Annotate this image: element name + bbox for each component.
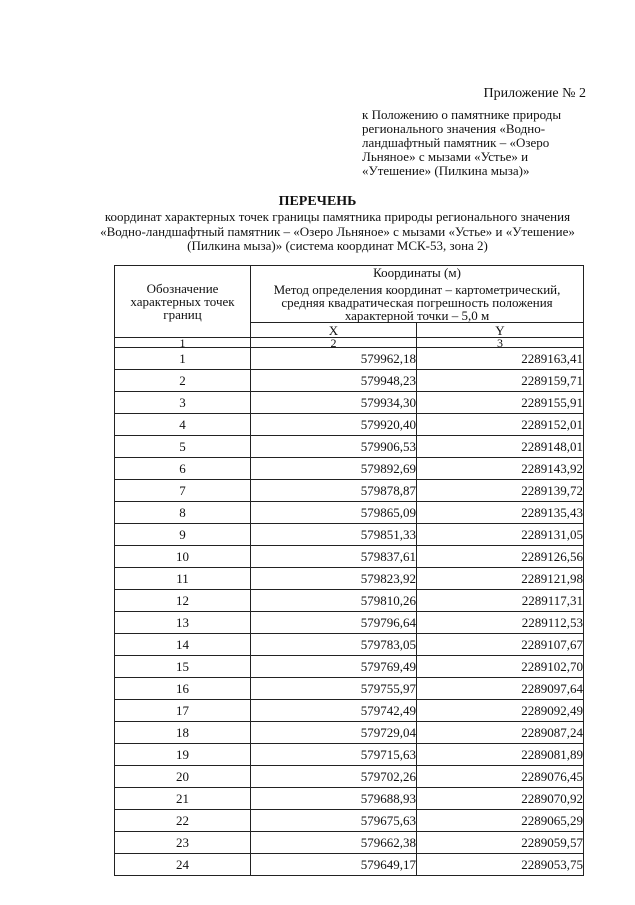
- y-coordinate-cell: 2289065,29: [417, 810, 584, 832]
- y-coordinate-cell: 2289059,57: [417, 832, 584, 854]
- table-row: [115, 348, 584, 370]
- table-row: [115, 810, 584, 832]
- x-coordinate-cell: 579920,40: [251, 414, 417, 436]
- table-row: [115, 480, 584, 502]
- point-number-cell: 18: [115, 722, 251, 744]
- point-number-cell: 14: [115, 634, 251, 656]
- y-coordinate-cell: 2289131,05: [417, 524, 584, 546]
- table-row: [115, 700, 584, 722]
- point-number-cell: 23: [115, 832, 251, 854]
- x-coordinate-cell: 579865,09: [251, 502, 417, 524]
- x-coordinate-cell: 579702,26: [251, 766, 417, 788]
- header-y: Y: [417, 323, 584, 338]
- x-coordinate-cell: 579796,64: [251, 612, 417, 634]
- y-coordinate-cell: 2289117,31: [417, 590, 584, 612]
- table-row: [115, 590, 584, 612]
- x-coordinate-cell: 579906,53: [251, 436, 417, 458]
- point-number-cell: 10: [115, 546, 251, 568]
- table-row: [115, 788, 584, 810]
- y-coordinate-cell: 2289092,49: [417, 700, 584, 722]
- header-coordinates-title: Координаты (м): [373, 265, 461, 280]
- x-coordinate-cell: 579783,05: [251, 634, 417, 656]
- point-number-cell: 11: [115, 568, 251, 590]
- y-coordinate-cell: 2289076,45: [417, 766, 584, 788]
- table-row: [115, 436, 584, 458]
- y-coordinate-cell: 2289102,70: [417, 656, 584, 678]
- table-row: [115, 414, 584, 436]
- y-coordinate-cell: 2289097,64: [417, 678, 584, 700]
- point-number-cell: 9: [115, 524, 251, 546]
- table-row: [115, 568, 584, 590]
- x-coordinate-cell: 579851,33: [251, 524, 417, 546]
- point-number-cell: 2: [115, 370, 251, 392]
- table-row: [115, 832, 584, 854]
- x-coordinate-cell: 579837,61: [251, 546, 417, 568]
- y-coordinate-cell: 2289139,72: [417, 480, 584, 502]
- point-number-cell: 4: [115, 414, 251, 436]
- table-row: [115, 458, 584, 480]
- point-number-cell: 3: [115, 392, 251, 414]
- point-number-cell: 15: [115, 656, 251, 678]
- y-coordinate-cell: 2289087,24: [417, 722, 584, 744]
- y-coordinate-cell: 2289143,92: [417, 458, 584, 480]
- x-coordinate-cell: 579823,92: [251, 568, 417, 590]
- table-row: [115, 656, 584, 678]
- table-row: [115, 634, 584, 656]
- y-coordinate-cell: 2289159,71: [417, 370, 584, 392]
- table-row: [115, 678, 584, 700]
- header-coordinates: [251, 266, 584, 323]
- table-row: [115, 370, 584, 392]
- document-subtitle: координат характерных точек границы памятника природы регионального значения «Водно-ландшафтный памятник – «Озеро Льняное» с мызами «Устье» и «Утешение» (Пилкина мыза)» (система координат МСК-53, зона 2): [100, 209, 575, 253]
- y-coordinate-cell: 2289135,43: [417, 502, 584, 524]
- x-coordinate-cell: 579892,69: [251, 458, 417, 480]
- point-number-cell: 17: [115, 700, 251, 722]
- header-col-number-2: 2: [251, 338, 417, 348]
- x-coordinate-cell: 579755,97: [251, 678, 417, 700]
- point-number-cell: 12: [115, 590, 251, 612]
- y-coordinate-cell: 2289070,92: [417, 788, 584, 810]
- coordinates-table: [114, 265, 584, 876]
- x-coordinate-cell: 579769,49: [251, 656, 417, 678]
- point-number-cell: 6: [115, 458, 251, 480]
- header-col-number-1: 1: [115, 338, 251, 348]
- table-row: [115, 502, 584, 524]
- y-coordinate-cell: 2289107,67: [417, 634, 584, 656]
- header-col-number-3: 3: [417, 338, 584, 348]
- point-number-cell: 1: [115, 348, 251, 370]
- y-coordinate-cell: 2289148,01: [417, 436, 584, 458]
- x-coordinate-cell: 579662,38: [251, 832, 417, 854]
- x-coordinate-cell: 579729,04: [251, 722, 417, 744]
- x-coordinate-cell: 579810,26: [251, 590, 417, 612]
- x-coordinate-cell: 579688,93: [251, 788, 417, 810]
- point-number-cell: 24: [115, 854, 251, 876]
- x-coordinate-cell: 579948,23: [251, 370, 417, 392]
- y-coordinate-cell: 2289163,41: [417, 348, 584, 370]
- y-coordinate-cell: 2289112,53: [417, 612, 584, 634]
- table-row: [115, 546, 584, 568]
- point-number-cell: 8: [115, 502, 251, 524]
- document-title: ПЕРЕЧЕНЬ: [278, 194, 357, 209]
- table-row: [115, 744, 584, 766]
- point-number-cell: 20: [115, 766, 251, 788]
- table-row: [115, 612, 584, 634]
- table-row: [115, 392, 584, 414]
- point-number-cell: 7: [115, 480, 251, 502]
- x-coordinate-cell: 579742,49: [251, 700, 417, 722]
- y-coordinate-cell: 2289081,89: [417, 744, 584, 766]
- x-coordinate-cell: 579649,17: [251, 854, 417, 876]
- point-number-cell: 5: [115, 436, 251, 458]
- point-number-cell: 13: [115, 612, 251, 634]
- y-coordinate-cell: 2289126,56: [417, 546, 584, 568]
- x-coordinate-cell: 579675,63: [251, 810, 417, 832]
- table-row: [115, 524, 584, 546]
- table-row: [115, 722, 584, 744]
- table-row: [115, 766, 584, 788]
- annex-title: Приложение № 2: [483, 86, 586, 101]
- x-coordinate-cell: 579934,30: [251, 392, 417, 414]
- x-coordinate-cell: 579962,18: [251, 348, 417, 370]
- header-x: X: [251, 323, 417, 338]
- point-number-cell: 21: [115, 788, 251, 810]
- table-row: [115, 854, 584, 876]
- point-number-cell: 19: [115, 744, 251, 766]
- y-coordinate-cell: 2289121,98: [417, 568, 584, 590]
- header-point-label: Обозначение характерных точек границ: [115, 266, 251, 338]
- y-coordinate-cell: 2289152,01: [417, 414, 584, 436]
- x-coordinate-cell: 579715,63: [251, 744, 417, 766]
- annex-text: к Положению о памятнике природы регионального значения «Водно-ландшафтный памятник – «Озеро Льняное» с мызами «Устье» и «Утешение» (Пилкина мыза)»: [362, 107, 562, 178]
- y-coordinate-cell: 2289053,75: [417, 854, 584, 876]
- header-method: Метод определения координат – картометрический, средняя квадратическая погрешность положения характерной точки – 5,0 м: [273, 282, 561, 323]
- y-coordinate-cell: 2289155,91: [417, 392, 584, 414]
- point-number-cell: 22: [115, 810, 251, 832]
- annex-block: [362, 86, 592, 178]
- point-number-cell: 16: [115, 678, 251, 700]
- x-coordinate-cell: 579878,87: [251, 480, 417, 502]
- table-body: [115, 348, 584, 876]
